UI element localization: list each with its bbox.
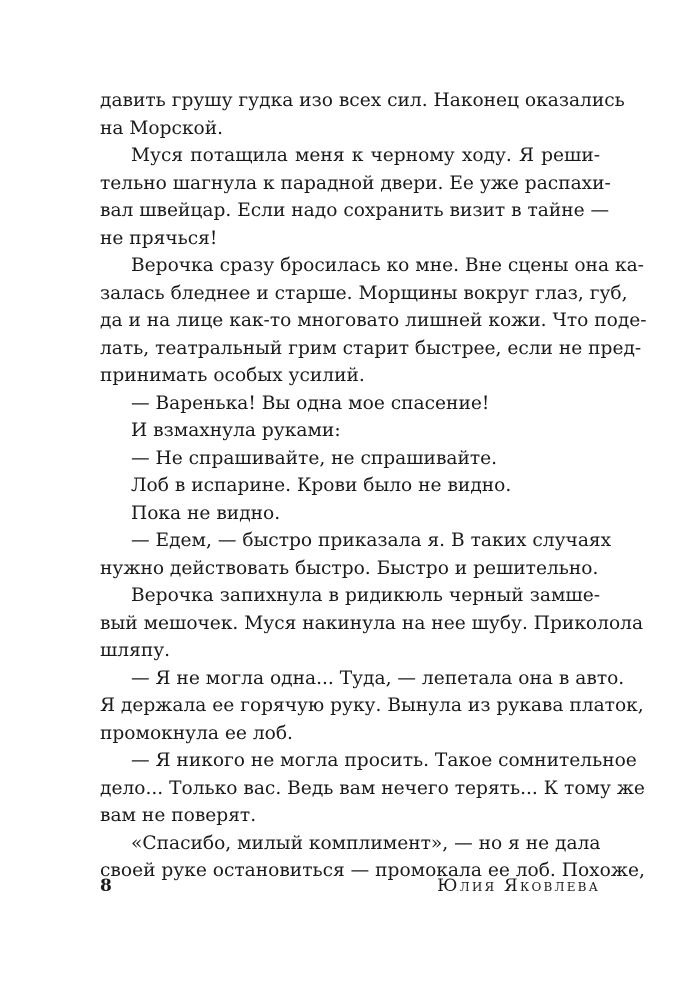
text-line: да и на лице как-то многовато лишней кожи. Что поде- (100, 310, 647, 331)
body-text (100, 87, 647, 885)
running-title-author: Юлия Яковлева (437, 876, 600, 896)
text-line: вам не поверят. (100, 805, 257, 826)
text-line: дело... Только вас. Ведь вам нечего терять... К тому же (100, 777, 645, 799)
text-line: Верочка сразу бросилась ко мне. Вне сцены она ка- (131, 255, 644, 276)
text-line: на Морской. (100, 117, 224, 139)
text-line: принимать особых усилий. (100, 365, 365, 386)
text-line: Я держала ее горячую руку. Вынула из рукава платок, (100, 695, 644, 716)
text-line: вый мешочек. Муся накинула на нее шубу. Приколола (100, 612, 644, 634)
text-line: своей руке остановиться — промокала ее лоб. Похоже, (100, 860, 645, 881)
text-line: — Варенька! Вы одна мое спасение! (131, 392, 490, 414)
text-line: тельно шагнула к парадной двери. Ее уже распахи- (100, 172, 611, 194)
text-line: шляпу. (100, 640, 171, 661)
text-line: не прячься! (100, 227, 218, 249)
text-line: Верочка запихнула в ридикюль черный замше- (131, 585, 600, 606)
text-line: лать, театральный грим старит быстрее, если не пред- (100, 337, 642, 359)
text-line: — Я не могла одна... Туда, — лепетала она в авто. (131, 667, 625, 689)
text-line: вал швейцар. Если надо сохранить визит в тайне — (100, 200, 610, 221)
text-line: нужно действовать быстро. Быстро и решительно. (100, 557, 599, 579)
text-line: Лоб в испарине. Крови было не видно. (131, 475, 512, 496)
text-line: залась бледнее и старше. Морщины вокруг глаз, губ, (100, 282, 628, 304)
page-footer (100, 871, 600, 901)
text-line: давить грушу гудка изо всех сил. Наконец оказались (100, 90, 625, 111)
text-line: Пока не видно. (131, 502, 281, 524)
text-line: — Не спрашивайте, не спрашивайте. (131, 447, 498, 469)
text-line: — Едем, — быстро приказала я. В таких случаях (131, 530, 612, 551)
text-line: И взмахнула руками: (131, 420, 341, 441)
text-line: промокнула ее лоб. (100, 722, 293, 744)
text-line: «Спасибо, милый комплимент», — но я не дала (131, 832, 601, 854)
page-number: 8 (100, 876, 112, 896)
text-line: Муся потащила меня к черному ходу. Я реши- (131, 145, 600, 166)
text-line: — Я никого не могла просить. Такое сомнительное (131, 750, 637, 771)
